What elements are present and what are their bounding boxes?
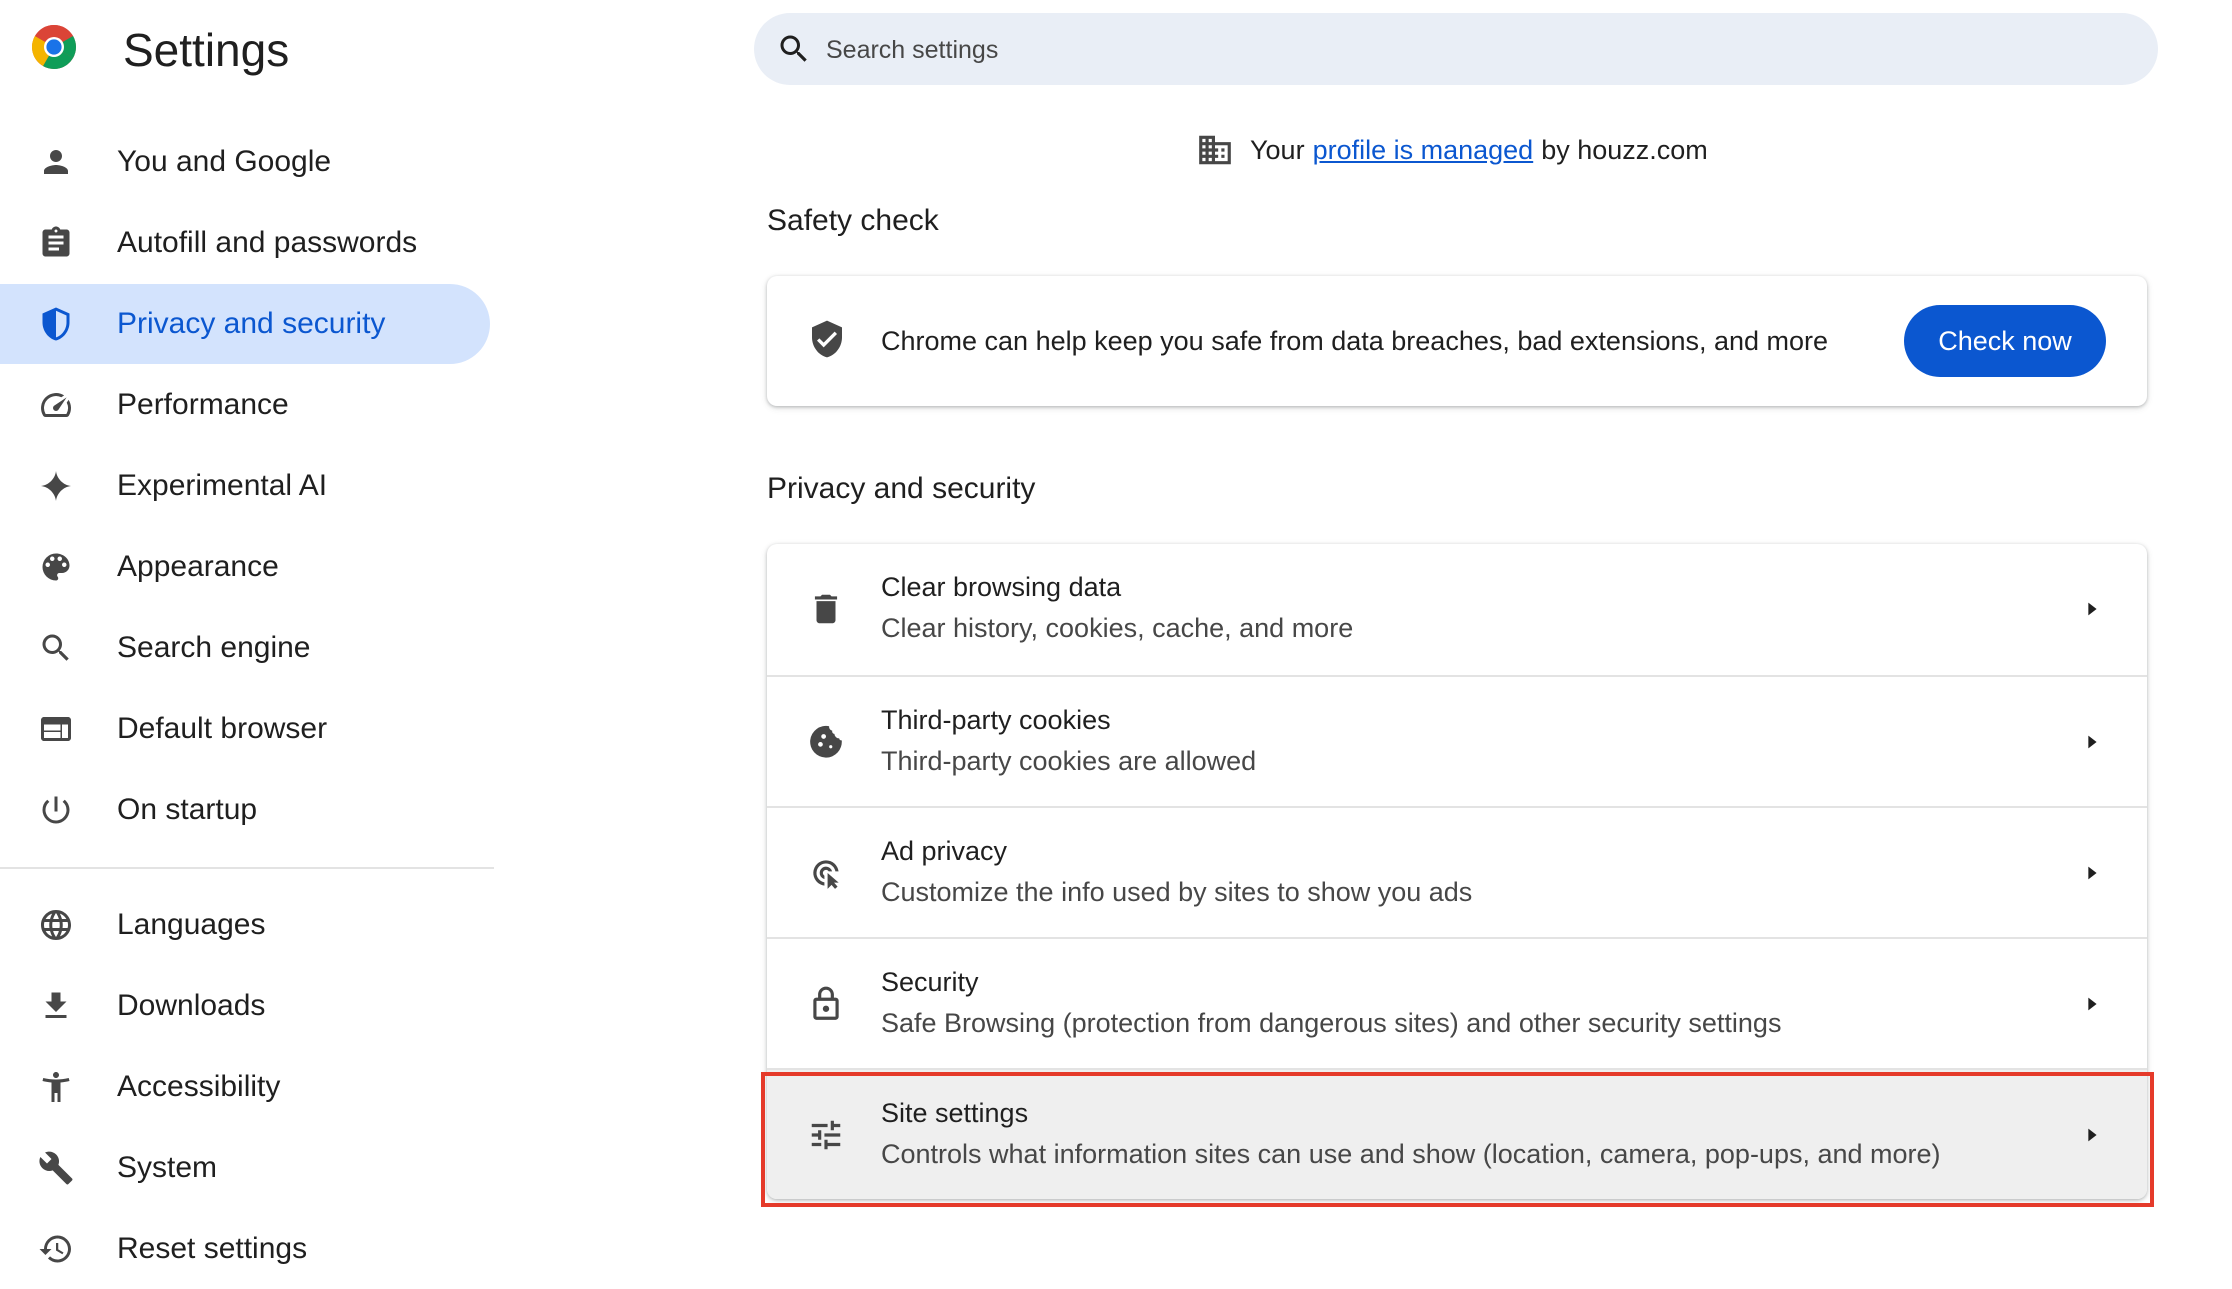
sidebar-item-label: Search engine xyxy=(117,631,311,664)
sidebar-item-label: Accessibility xyxy=(117,1070,281,1103)
shield-check-icon xyxy=(807,319,847,359)
chevron-right-icon xyxy=(2081,1124,2103,1146)
sidebar-item-appearance[interactable] xyxy=(0,527,490,607)
safety-check-card xyxy=(767,276,2147,406)
power-icon xyxy=(38,792,74,828)
sidebar-item-experimental-ai[interactable] xyxy=(0,446,490,526)
sidebar-item-label: Performance xyxy=(117,388,289,421)
sidebar-item-you-and-google[interactable] xyxy=(0,122,490,202)
row-subtitle: Customize the info used by sites to show you ads xyxy=(881,877,1473,907)
cookie-icon xyxy=(807,723,845,761)
search-input[interactable] xyxy=(824,13,2128,87)
page-title: Settings xyxy=(123,24,290,76)
third-party-cookies-row[interactable] xyxy=(767,675,2147,806)
speedometer-icon xyxy=(38,387,74,423)
sidebar-item-label: Appearance xyxy=(117,550,279,583)
safety-check-text: Chrome can help keep you safe from data breaches, bad extensions, and more xyxy=(881,326,1829,356)
row-subtitle: Clear history, cookies, cache, and more xyxy=(881,613,1354,643)
managed-suffix: by houzz.com xyxy=(1541,134,1708,165)
clipboard-icon xyxy=(38,225,74,261)
sidebar-divider xyxy=(0,867,494,869)
wrench-icon xyxy=(38,1150,74,1186)
sidebar-item-default-browser[interactable] xyxy=(0,689,490,769)
history-icon xyxy=(38,1231,74,1267)
sidebar-item-downloads[interactable] xyxy=(0,966,490,1046)
row-subtitle: Safe Browsing (protection from dangerous sites) and other security settings xyxy=(881,1008,1782,1038)
globe-icon xyxy=(38,907,74,943)
sidebar-item-performance[interactable] xyxy=(0,365,490,445)
chevron-right-icon xyxy=(2081,731,2103,753)
chevron-right-icon xyxy=(2081,598,2103,620)
chevron-right-icon xyxy=(2081,862,2103,884)
profile-managed-link[interactable]: profile is managed xyxy=(1312,134,1534,165)
row-title: Clear browsing data xyxy=(881,572,1122,602)
sidebar-item-languages[interactable] xyxy=(0,885,490,965)
palette-icon xyxy=(38,549,74,585)
chevron-right-icon xyxy=(2081,993,2103,1015)
trash-icon xyxy=(807,590,845,628)
browser-window-icon xyxy=(38,711,74,747)
sidebar-item-label: On startup xyxy=(117,793,258,826)
managed-prefix: Your xyxy=(1250,134,1305,165)
sidebar-item-autofill[interactable] xyxy=(0,203,490,283)
sidebar-item-privacy-and-security[interactable] xyxy=(0,284,490,364)
sparkle-icon xyxy=(38,468,74,504)
search-icon xyxy=(38,630,74,666)
site-settings-row[interactable] xyxy=(767,1068,2147,1199)
sidebar-item-accessibility[interactable] xyxy=(0,1047,490,1127)
chrome-logo-icon xyxy=(30,23,78,71)
sidebar-item-label: You and Google xyxy=(117,145,332,178)
safety-check-heading: Safety check xyxy=(767,204,939,237)
sidebar-item-label: Downloads xyxy=(117,989,266,1022)
check-now-button[interactable]: Check now xyxy=(1904,305,2106,377)
sidebar-item-label: Autofill and passwords xyxy=(117,226,418,259)
privacy-settings-card xyxy=(767,544,2147,1199)
row-title: Security xyxy=(881,967,979,997)
sidebar-item-label: Privacy and security xyxy=(117,307,386,340)
ad-privacy-row[interactable] xyxy=(767,806,2147,937)
row-title: Third-party cookies xyxy=(881,705,1111,735)
sidebar-item-on-startup[interactable] xyxy=(0,770,490,850)
building-icon xyxy=(1196,131,1234,169)
sidebar-item-label: Experimental AI xyxy=(117,469,328,502)
clear-browsing-data-row[interactable] xyxy=(767,544,2147,675)
sidebar-item-system[interactable] xyxy=(0,1128,490,1208)
download-icon xyxy=(38,988,74,1024)
privacy-and-security-heading: Privacy and security xyxy=(767,472,1036,505)
row-subtitle: Third-party cookies are allowed xyxy=(881,746,1257,776)
sidebar-item-reset-settings[interactable] xyxy=(0,1209,490,1289)
lock-icon xyxy=(807,985,845,1023)
row-title: Ad privacy xyxy=(881,836,1008,866)
sidebar-item-label: Languages xyxy=(117,908,266,941)
row-subtitle: Controls what information sites can use and show (location, camera, pop-ups, and more) xyxy=(881,1139,1941,1169)
sidebar-item-label: System xyxy=(117,1151,218,1184)
sidebar-item-label: Default browser xyxy=(117,712,328,745)
managed-profile-notice xyxy=(1196,130,1708,170)
shield-icon xyxy=(38,306,74,342)
row-title: Site settings xyxy=(881,1098,1029,1128)
ad-privacy-icon xyxy=(807,854,845,892)
security-row[interactable] xyxy=(767,937,2147,1068)
search-icon xyxy=(776,31,812,67)
sidebar-item-label: Reset settings xyxy=(117,1232,308,1265)
search-bar[interactable] xyxy=(754,13,2158,85)
tune-icon xyxy=(807,1116,845,1154)
person-icon xyxy=(38,144,74,180)
sidebar-item-search-engine[interactable] xyxy=(0,608,490,688)
accessibility-icon xyxy=(38,1069,74,1105)
